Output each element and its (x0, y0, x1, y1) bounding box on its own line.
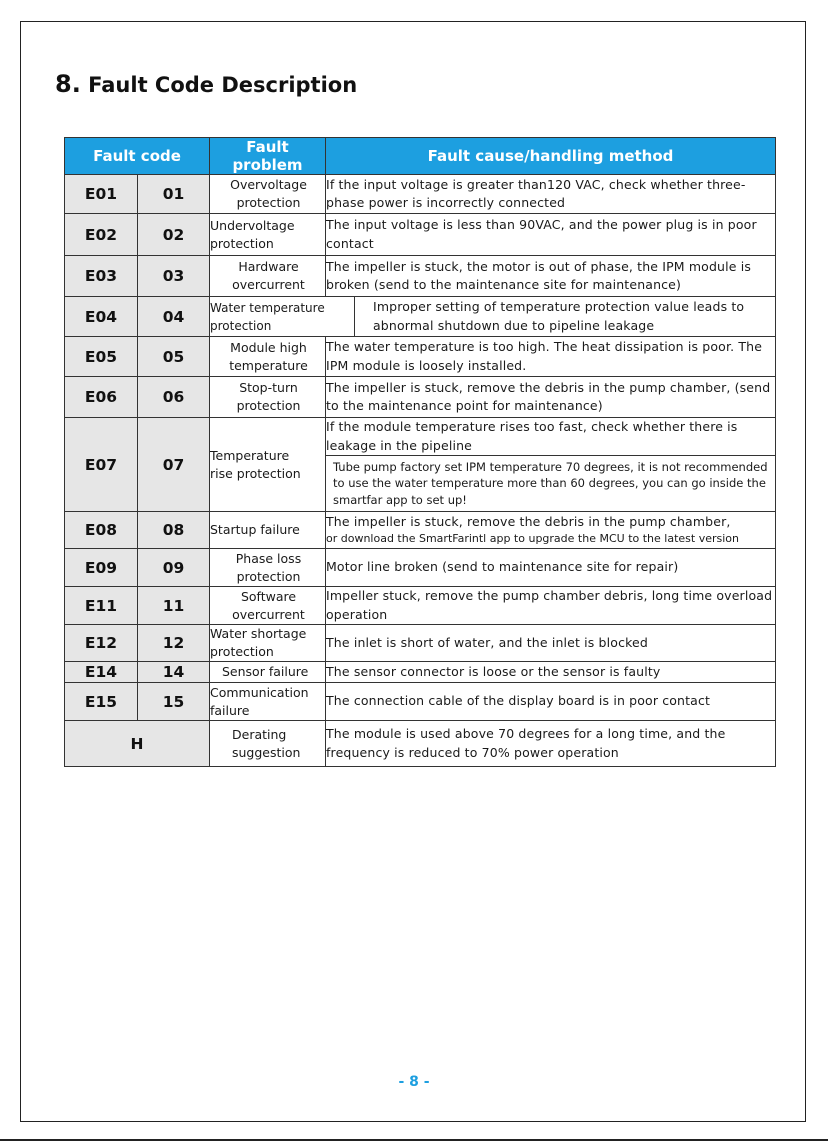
table-row (65, 256, 776, 297)
header-fault-problem: Fault problem (210, 138, 326, 175)
header-fault-cause: Fault cause/handling method (326, 138, 776, 175)
fault-code: E07 (65, 418, 138, 512)
fault-code-number: 07 (138, 418, 210, 512)
fault-problem: Phase loss protection (210, 549, 326, 587)
fault-cause: The water temperature is too high. The heat dissipation is poor. The IPM module is loosely installed. (326, 337, 776, 377)
table-row (65, 297, 776, 337)
table-row (65, 683, 776, 721)
fault-problem: Temperature rise protection (210, 418, 326, 512)
fault-problem: Sensor failure (210, 662, 326, 683)
fault-code-number: 08 (138, 512, 210, 549)
fault-problem: Communication failure (210, 683, 326, 721)
fault-code: E01 (65, 175, 138, 214)
table-row (65, 662, 776, 683)
fault-problem: Water temperature protection (210, 297, 355, 337)
table-header-row (65, 138, 776, 175)
fault-cause (326, 512, 776, 549)
fault-cause: If the module temperature rises too fast, check whether there is leakage in the pipeline (326, 418, 776, 456)
fault-cause-text: The impeller is stuck, remove the debris in the pump chamber, (326, 514, 731, 529)
bottom-rule (0, 1139, 828, 1141)
fault-code: E04 (65, 297, 138, 337)
fault-problem: Overvoltage protection (210, 175, 326, 214)
table-row (65, 418, 776, 456)
fault-cause-small: or download the SmartFarintl app to upgrade the MCU to the latest version (326, 532, 739, 545)
fault-cause-note: Tube pump factory set IPM temperature 70 degrees, it is not recommended to use the water temperature more than 60 degrees, you can go inside the smartfar app to set up! (326, 456, 776, 512)
fault-cause: The module is used above 70 degrees for a long time, and the frequency is reduced to 70% power operation (326, 721, 776, 767)
fault-cause: The input voltage is less than 90VAC, and the power plug is in poor contact (326, 214, 776, 256)
fault-code-number: 04 (138, 297, 210, 337)
fault-problem: Stop-turn protection (210, 377, 326, 418)
fault-code-number: 05 (138, 337, 210, 377)
fault-code-number: 12 (138, 625, 210, 662)
fault-code-number: 01 (138, 175, 210, 214)
section-heading (55, 70, 357, 98)
fault-problem: Derating suggestion (210, 721, 326, 767)
fault-problem: Hardware overcurrent (210, 256, 326, 297)
fault-code-number: 02 (138, 214, 210, 256)
fault-problem: Startup failure (210, 512, 326, 549)
fault-cause: Improper setting of temperature protection value leads to abnormal shutdown due to pipeline leakage (355, 297, 776, 337)
table-row (65, 214, 776, 256)
fault-cause: The impeller is stuck, remove the debris in the pump chamber, (send to the maintenance point for maintenance) (326, 377, 776, 418)
fault-cause: The inlet is short of water, and the inlet is blocked (326, 625, 776, 662)
table-row (65, 587, 776, 625)
fault-code-number: 14 (138, 662, 210, 683)
fault-code: E11 (65, 587, 138, 625)
fault-code: E12 (65, 625, 138, 662)
fault-code: E05 (65, 337, 138, 377)
fault-cause: The impeller is stuck, the motor is out of phase, the IPM module is broken (send to the maintenance site for maintenance) (326, 256, 776, 297)
fault-code: H (65, 721, 210, 767)
fault-problem: Undervoltage protection (210, 214, 326, 256)
table-row (65, 549, 776, 587)
table-row (65, 175, 776, 214)
section-number: 8. (55, 70, 81, 98)
fault-problem: Module high temperature (210, 337, 326, 377)
fault-cause: If the input voltage is greater than120 VAC, check whether three-phase power is incorrectly connected (326, 175, 776, 214)
section-title: Fault Code Description (88, 73, 358, 97)
fault-cause: The connection cable of the display board is in poor contact (326, 683, 776, 721)
fault-code: E03 (65, 256, 138, 297)
fault-problem: Software overcurrent (210, 587, 326, 625)
table-row (65, 721, 776, 767)
table-row (65, 337, 776, 377)
fault-code: E08 (65, 512, 138, 549)
fault-cause: Motor line broken (send to maintenance site for repair) (326, 549, 776, 587)
fault-code: E02 (65, 214, 138, 256)
table-row (65, 377, 776, 418)
fault-code: E14 (65, 662, 138, 683)
fault-code-number: 03 (138, 256, 210, 297)
fault-code-number: 06 (138, 377, 210, 418)
fault-problem: Water shortage protection (210, 625, 326, 662)
fault-code: E15 (65, 683, 138, 721)
table-row (65, 512, 776, 549)
fault-cause: Impeller stuck, remove the pump chamber debris, long time overload operation (326, 587, 776, 625)
fault-code-number: 09 (138, 549, 210, 587)
fault-code-number: 11 (138, 587, 210, 625)
fault-code: E09 (65, 549, 138, 587)
table-row (65, 625, 776, 662)
fault-code-table (64, 137, 776, 767)
page-number: - 8 - (398, 1074, 430, 1090)
header-fault-code: Fault code (65, 138, 210, 175)
fault-code: E06 (65, 377, 138, 418)
fault-cause: The sensor connector is loose or the sensor is faulty (326, 662, 776, 683)
fault-code-number: 15 (138, 683, 210, 721)
